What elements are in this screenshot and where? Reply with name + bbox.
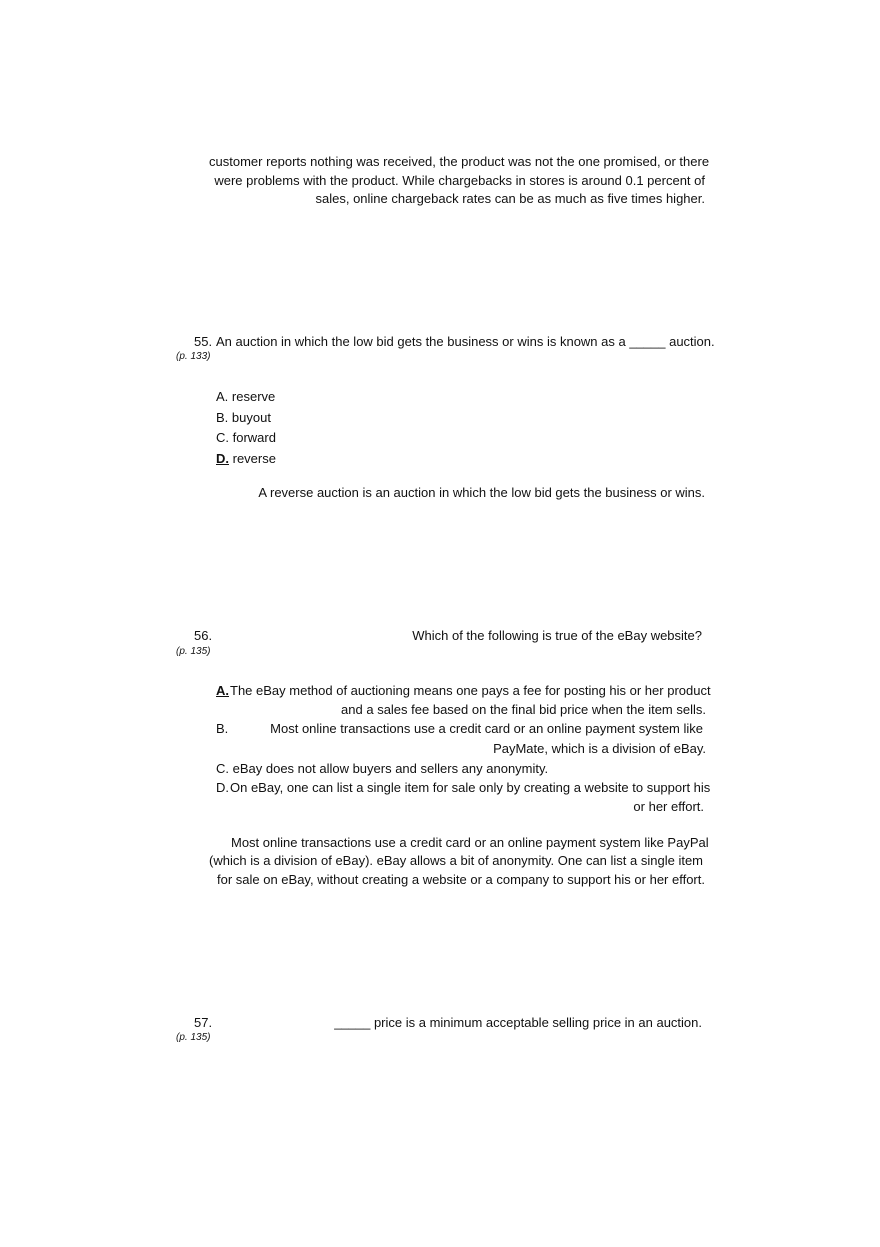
explanation-line: for sale on eBay, without creating a website or a company to support his or her effort.: [216, 872, 705, 887]
option-letter: B.: [216, 410, 229, 425]
explanation: A reverse auction is an auction in which the low bid gets the business or wins.: [258, 485, 705, 500]
option-text: reverse: [232, 451, 276, 466]
question-number: 57.: [194, 1015, 213, 1030]
correct-answer-letter: A.: [216, 683, 229, 698]
option-text: forward: [232, 430, 276, 445]
page-reference: (p. 133): [176, 351, 211, 362]
page-reference: (p. 135): [176, 1032, 211, 1043]
question-text: An auction in which the low bid gets the business or wins is known as a _____ auction.: [216, 334, 715, 349]
question-text: _____ price is a minimum acceptable selling price in an auction.: [334, 1015, 702, 1030]
option-d-correct: [216, 449, 276, 468]
option-a-text-cont: and a sales fee based on the final bid price when the item sells.: [341, 702, 706, 717]
option-c: C. eBay does not allow buyers and sellers any anonymity.: [216, 761, 549, 776]
question-number: 55.: [194, 334, 213, 349]
option-letter: C.: [216, 430, 229, 445]
option-letter: B.: [216, 721, 229, 736]
continuation-line: sales, online chargeback rates can be as much as five times higher.: [315, 191, 705, 206]
continuation-line: customer reports nothing was received, the product was not the one promised, or there: [209, 154, 710, 169]
explanation-line: Most online transactions use a credit card or an online payment system like PayPal: [231, 835, 709, 850]
option-b: [216, 408, 271, 427]
question-number: 56.: [194, 628, 213, 643]
explanation-line: (which is a division of eBay). eBay allows a bit of anonymity. One can list a single item: [209, 853, 703, 868]
correct-answer-letter: D.: [216, 451, 229, 466]
option-b-text: Most online transactions use a credit card or an online payment system like: [270, 721, 703, 736]
option-a-text: The eBay method of auctioning means one pays a fee for posting his or her product: [230, 683, 711, 698]
option-letter: D.: [216, 780, 229, 795]
page-reference: (p. 135): [176, 646, 211, 657]
option-c: [216, 428, 276, 447]
option-text: reserve: [231, 389, 276, 404]
option-a: [216, 387, 275, 406]
question-text: Which of the following is true of the eBay website?: [412, 628, 702, 643]
option-b-text-cont: PayMate, which is a division of eBay.: [493, 741, 706, 756]
option-d-text-cont: or her effort.: [633, 799, 704, 814]
option-text: buyout: [231, 410, 271, 425]
option-d-text: On eBay, one can list a single item for sale only by creating a website to support his: [230, 780, 711, 795]
option-letter: A.: [216, 389, 229, 404]
continuation-line: were problems with the product. While chargebacks in stores is around 0.1 percent of: [214, 173, 705, 188]
